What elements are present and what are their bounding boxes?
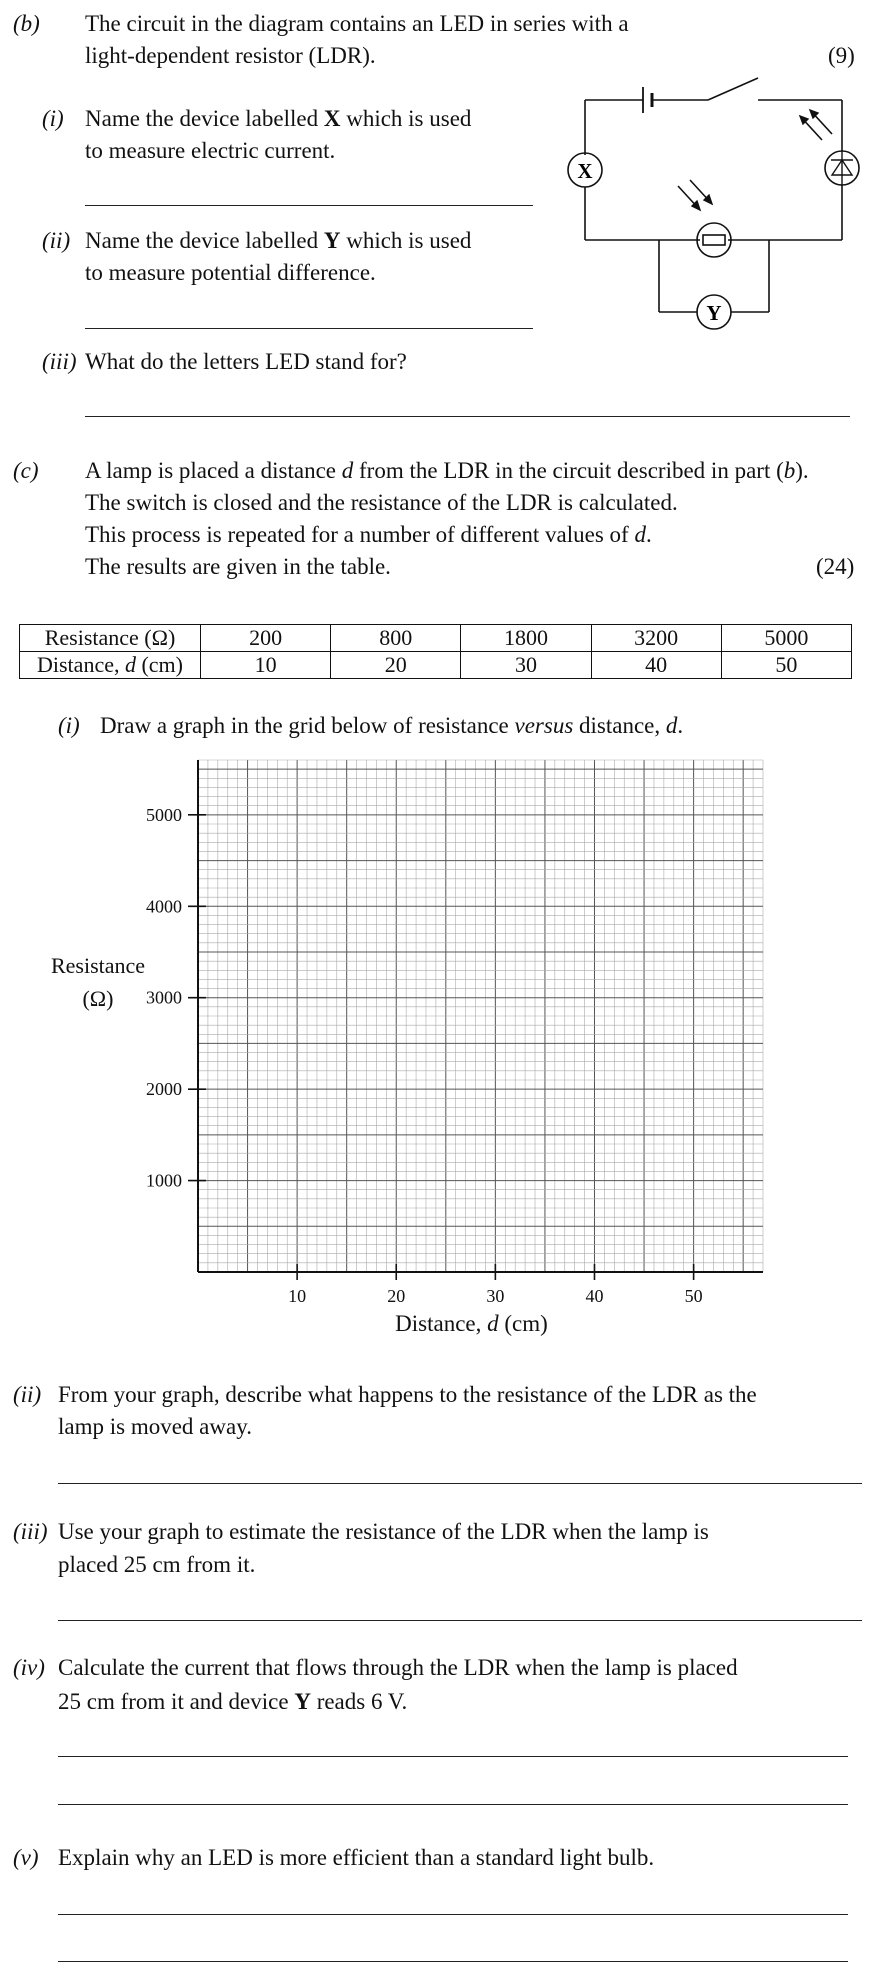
y-tick-label: 5000 <box>146 804 182 825</box>
answer-line-c-iv-2[interactable] <box>58 1804 848 1805</box>
part-c-q4-line1: Calculate the current that flows through the LDR when the lamp is placed <box>58 1655 738 1680</box>
circuit-diagram <box>560 70 871 340</box>
ldr-resistor <box>703 235 725 245</box>
y-axis-title-line2: (Ω) <box>82 986 114 1011</box>
answer-line-c-iii[interactable] <box>58 1620 862 1621</box>
table-header-distance: Distance, d (cm) <box>20 652 201 679</box>
x-tick-label: 10 <box>288 1286 307 1306</box>
part-c-intro-line1: A lamp is placed a distance d from the LDR in the circuit described in part (b). <box>85 458 809 483</box>
table-row-distance <box>20 652 852 679</box>
meter-y-label: Y <box>706 301 722 325</box>
part-c-q3-label: (iii) <box>13 1519 48 1544</box>
meter-x-label: X <box>577 159 593 183</box>
y-tick-label: 3000 <box>146 987 182 1008</box>
part-b-q3-label: (iii) <box>42 349 77 374</box>
answer-line-b-iii[interactable] <box>85 416 850 417</box>
results-table <box>19 624 852 679</box>
ldr-circle <box>697 223 731 257</box>
y-tick-label: 1000 <box>146 1170 182 1191</box>
table-cell: 800 <box>331 625 461 652</box>
part-c-label: (c) <box>13 458 39 483</box>
answer-line-c-v-2[interactable] <box>58 1961 848 1962</box>
x-axis-title: Distance, d (cm) <box>395 1311 548 1336</box>
part-c-intro-line4: The results are given in the table. <box>85 554 391 579</box>
part-c-q2-line1: From your graph, describe what happens to the resistance of the LDR as the <box>58 1382 757 1407</box>
part-c-q1-label: (i) <box>58 713 80 738</box>
part-c-q3-line2: placed 25 cm from it. <box>58 1552 256 1577</box>
table-cell: 3200 <box>591 625 721 652</box>
part-b-q2-line1: Name the device labelled Y which is used <box>85 228 472 253</box>
answer-line-c-iv-1[interactable] <box>58 1756 848 1757</box>
answer-line-b-i[interactable] <box>85 205 533 206</box>
table-cell: 50 <box>721 652 851 679</box>
x-tick-label: 50 <box>684 1286 703 1306</box>
part-b-q1-line2: to measure electric current. <box>85 138 336 163</box>
part-c-q4-line2: 25 cm from it and device Y reads 6 V. <box>58 1689 408 1714</box>
table-cell: 30 <box>461 652 591 679</box>
part-c-q2-label: (ii) <box>13 1382 42 1407</box>
part-c-q3-line1: Use your graph to estimate the resistance of the LDR when the lamp is <box>58 1519 709 1544</box>
y-axis-title-line1: Resistance <box>50 953 146 978</box>
table-cell: 200 <box>201 625 331 652</box>
y-tick-label: 2000 <box>146 1079 182 1100</box>
answer-line-b-ii[interactable] <box>85 328 533 329</box>
answer-line-c-v-1[interactable] <box>58 1914 848 1915</box>
part-b-q1-line1: Name the device labelled X which is used <box>85 106 472 131</box>
part-b-q3-text: What do the letters LED stand for? <box>85 349 407 374</box>
x-tick-label: 20 <box>387 1286 406 1306</box>
part-c-intro-line2: The switch is closed and the resistance of the LDR is calculated. <box>85 490 678 515</box>
table-cell: 5000 <box>721 625 851 652</box>
part-b-label: (b) <box>13 11 40 36</box>
part-b-q1-label: (i) <box>42 106 64 131</box>
part-b-q2-line2: to measure potential difference. <box>85 260 376 285</box>
table-cell: 40 <box>591 652 721 679</box>
table-cell: 20 <box>331 652 461 679</box>
part-c-q1-text: Draw a graph in the grid below of resistance versus distance, d. <box>100 713 684 738</box>
x-tick-label: 40 <box>585 1286 604 1306</box>
part-c-q5-text: Explain why an LED is more efficient than a standard light bulb. <box>58 1845 655 1870</box>
part-c-intro-line3: This process is repeated for a number of different values of d. <box>85 522 652 547</box>
part-c-q4-label: (iv) <box>13 1655 45 1680</box>
y-tick-label: 4000 <box>146 896 182 917</box>
answer-line-c-ii[interactable] <box>58 1483 862 1484</box>
table-cell: 1800 <box>461 625 591 652</box>
switch-lever <box>708 78 758 100</box>
part-b-intro-line1: The circuit in the diagram contains an LED in series with a <box>85 11 629 36</box>
table-header-resistance: Resistance (Ω) <box>20 625 201 652</box>
part-c-q5-label: (v) <box>13 1845 39 1870</box>
part-b-intro-line2: light-dependent resistor (LDR). <box>85 43 376 68</box>
graph-grid[interactable] <box>0 750 871 1350</box>
part-b-marks: (9) <box>828 43 855 68</box>
part-c-marks: (24) <box>816 554 855 579</box>
table-row-resistance <box>20 625 852 652</box>
part-b-q2-label: (ii) <box>42 228 71 253</box>
table-cell: 10 <box>201 652 331 679</box>
x-tick-label: 30 <box>486 1286 505 1306</box>
part-c-q2-line2: lamp is moved away. <box>58 1414 252 1439</box>
